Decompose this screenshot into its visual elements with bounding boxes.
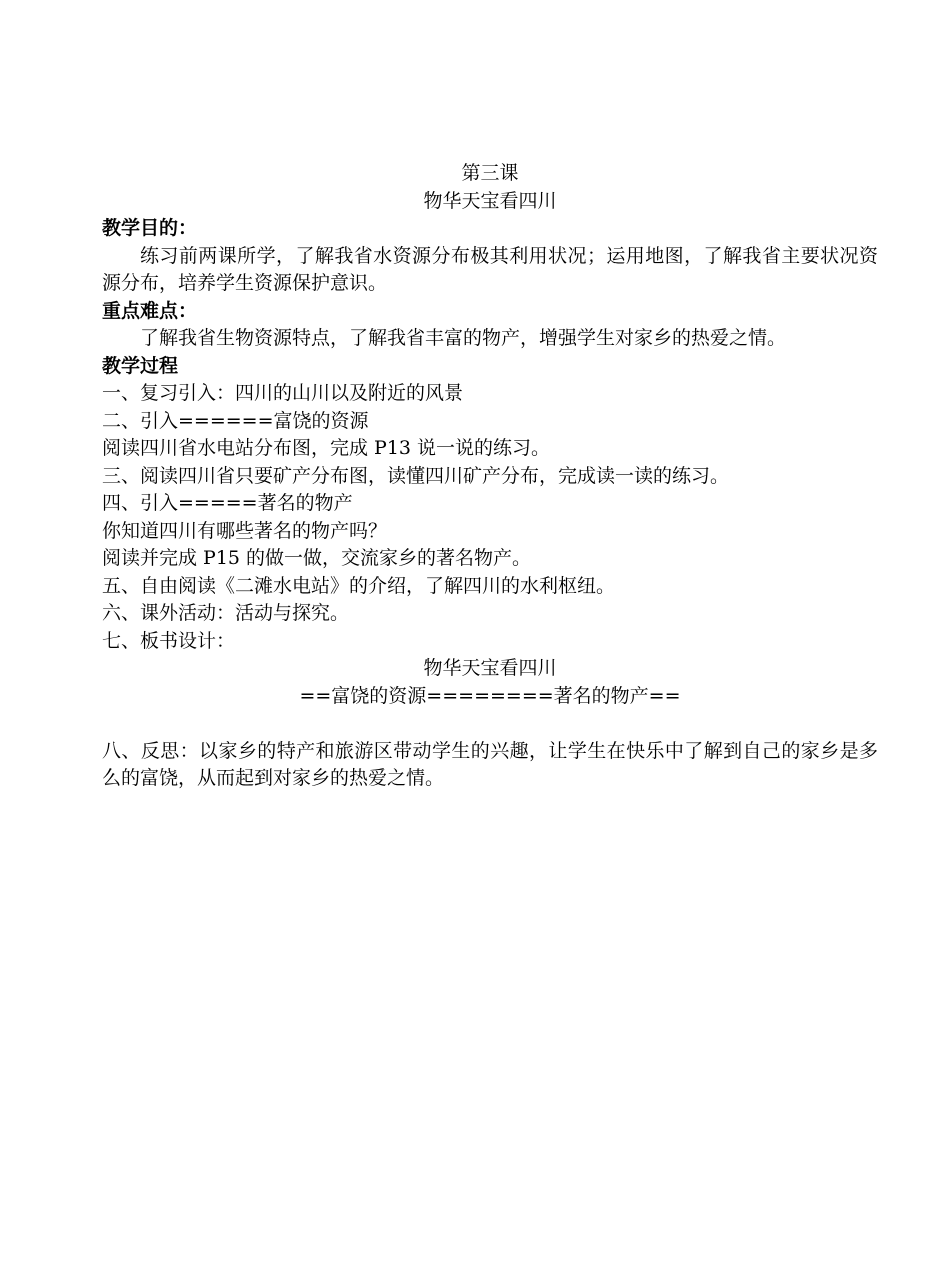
board-design-title: 物华天宝看四川 <box>423 657 557 679</box>
process-step: 二、引入======富饶的资源 <box>102 409 369 432</box>
process-step: 一、复习引入：四川的山川以及附近的风景 <box>102 382 464 404</box>
process-step: 三、阅读四川省只要矿产分布图，读懂四川矿产分布，完成读一读的练习。 <box>102 464 730 487</box>
document-page <box>102 160 878 793</box>
reflection-text: 八、反思：以家乡的特产和旅游区带动学生的兴趣，让学生在快乐中了解到自己的家乡是多么的富饶，从而起到对家乡的热爱之情。 <box>102 739 878 789</box>
objectives-text: 练习前两课所学，了解我省水资源分布极其利用状况；运用地图，了解我省主要状况资源分布，培养学生资源保护意识。 <box>102 244 878 294</box>
process-step: 六、课外活动：活动与探究。 <box>102 602 350 624</box>
key-points-text: 了解我省生物资源特点，了解我省丰富的物产，增强学生对家乡的热爱之情。 <box>140 327 787 349</box>
process-step: 你知道四川有哪些著名的物产吗？ <box>102 519 388 542</box>
lesson-number: 第三课 <box>461 162 519 184</box>
lesson-title: 物华天宝看四川 <box>423 189 557 212</box>
board-design-line: ==富饶的资源========著名的物产== <box>299 684 681 707</box>
process-step: 阅读四川省水电站分布图，完成 P13 说一说的练习。 <box>102 437 551 459</box>
process-step: 四、引入=====著名的物产 <box>102 492 353 514</box>
process-step: 五、自由阅读《二滩水电站》的介绍，了解四川的水利枢纽。 <box>102 574 616 597</box>
process-step: 七、板书设计： <box>102 629 236 652</box>
process-heading: 教学过程 <box>102 354 179 377</box>
key-points-heading: 重点难点： <box>102 299 198 322</box>
objectives-heading: 教学目的： <box>102 217 198 239</box>
blank-line <box>102 710 878 738</box>
process-step: 阅读并完成 P15 的做一做，交流家乡的著名物产。 <box>102 547 532 569</box>
